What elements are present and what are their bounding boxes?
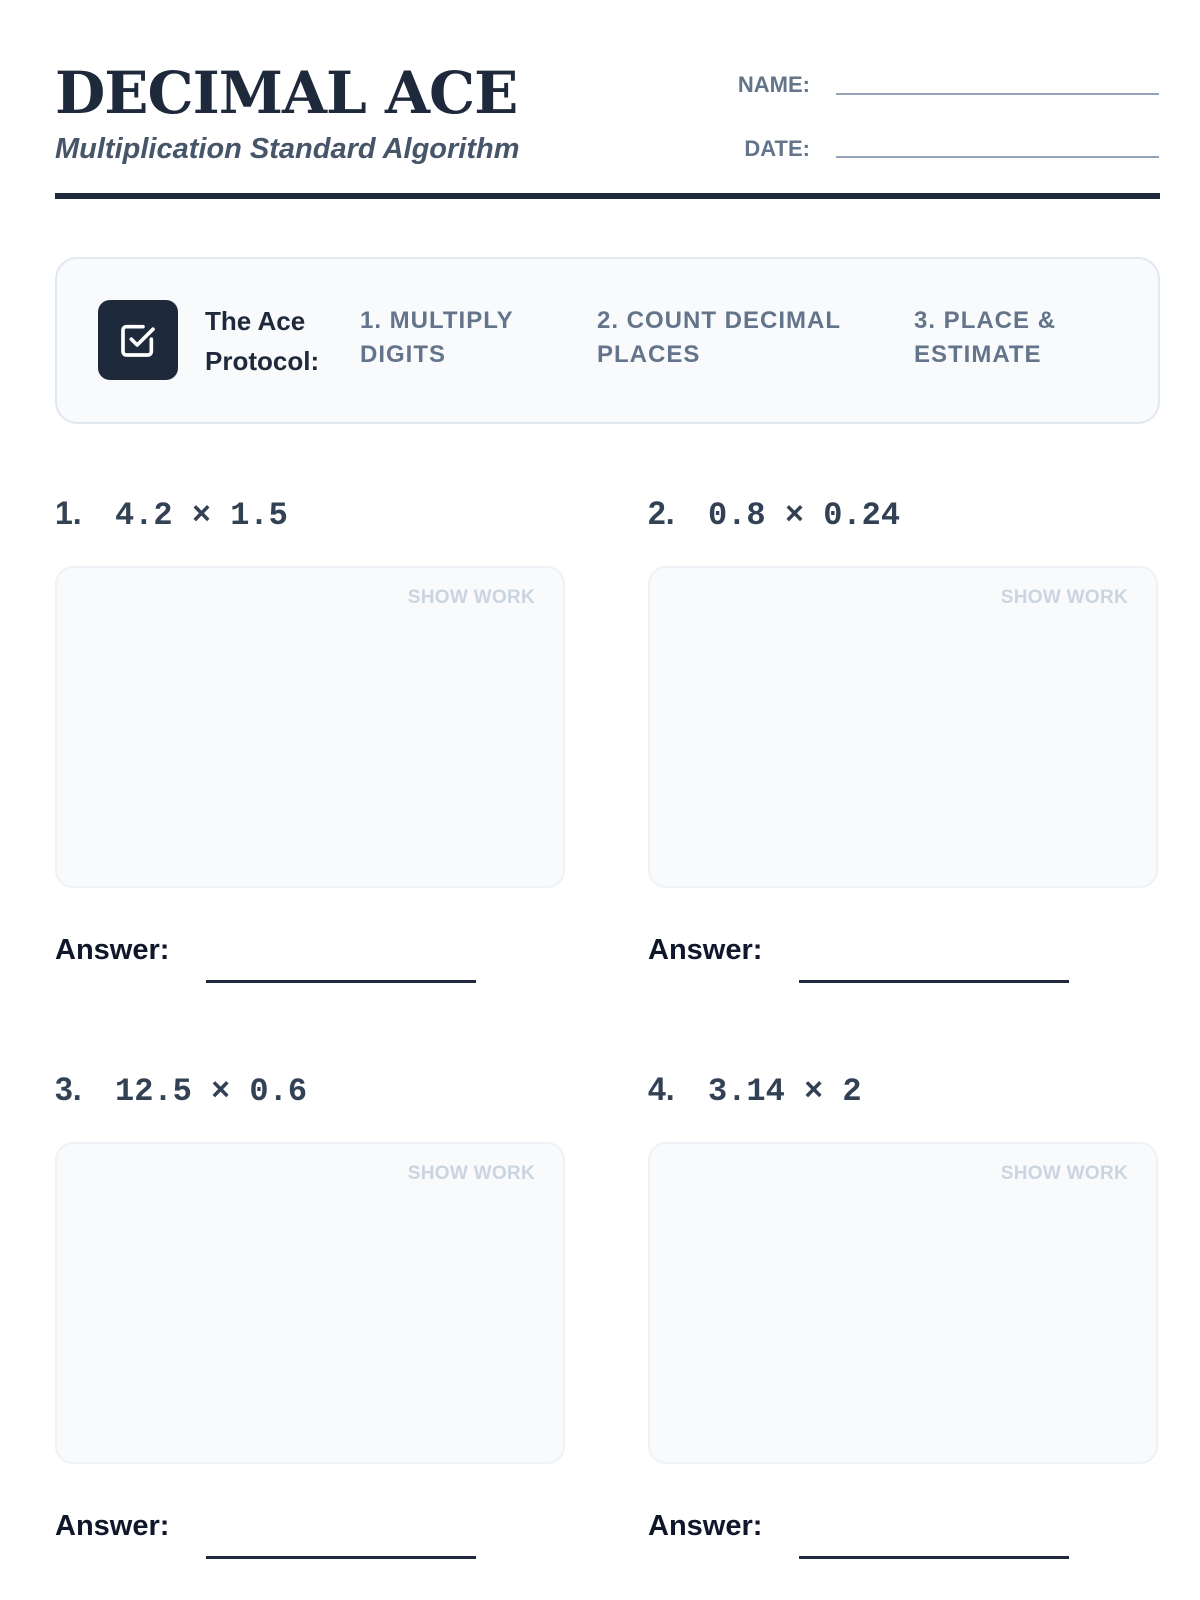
protocol-step-place-estimate: 3. PLACE & ESTIMATE bbox=[914, 307, 1057, 368]
page-title: DECIMAL ACE bbox=[55, 59, 518, 127]
work-area[interactable] bbox=[55, 1142, 565, 1464]
answer-field[interactable] bbox=[799, 980, 1069, 983]
problem-1 bbox=[55, 490, 565, 1010]
answer-field[interactable] bbox=[799, 1556, 1069, 1559]
header-divider bbox=[55, 193, 1160, 199]
work-area[interactable] bbox=[648, 1142, 1158, 1464]
protocol-banner bbox=[55, 257, 1160, 424]
problem-4 bbox=[648, 1066, 1158, 1586]
protocol-step-multiply: 1. MULTIPLY DIGITS bbox=[360, 307, 514, 368]
problem-3 bbox=[55, 1066, 565, 1586]
name-label: NAME: bbox=[737, 72, 810, 97]
protocol-title: The Ace Protocol: bbox=[205, 306, 320, 376]
work-area[interactable] bbox=[55, 566, 565, 888]
answer-label: Answer: bbox=[648, 934, 763, 966]
problem-expression: 0.8 × 0.24 bbox=[708, 497, 901, 534]
problem-heading bbox=[648, 1066, 862, 1115]
problem-heading bbox=[55, 1066, 307, 1115]
page-subtitle: Multiplication Standard Algorithm bbox=[55, 133, 520, 165]
problem-expression: 4.2 × 1.5 bbox=[115, 497, 288, 534]
name-field[interactable] bbox=[836, 93, 1159, 95]
answer-label: Answer: bbox=[648, 1510, 763, 1542]
date-field[interactable] bbox=[836, 156, 1159, 158]
problem-number: 1. bbox=[55, 495, 82, 531]
show-work-label: SHOW WORK bbox=[407, 1163, 535, 1184]
protocol-step-count-decimals: 2. COUNT DECIMAL PLACES bbox=[597, 307, 841, 368]
problem-2 bbox=[648, 490, 1158, 1010]
answer-label: Answer: bbox=[55, 934, 170, 966]
answer-field[interactable] bbox=[206, 980, 476, 983]
show-work-label: SHOW WORK bbox=[407, 587, 535, 608]
show-work-label: SHOW WORK bbox=[1000, 1163, 1128, 1184]
problem-number: 4. bbox=[648, 1071, 675, 1107]
problem-heading bbox=[55, 490, 288, 539]
problem-number: 2. bbox=[648, 495, 675, 531]
problem-heading bbox=[648, 490, 900, 539]
checkbox-check-icon bbox=[98, 300, 178, 380]
worksheet-header bbox=[55, 55, 1160, 200]
work-area[interactable] bbox=[648, 566, 1158, 888]
date-label: DATE: bbox=[744, 136, 810, 161]
answer-field[interactable] bbox=[206, 1556, 476, 1559]
answer-label: Answer: bbox=[55, 1510, 170, 1542]
problem-expression: 3.14 × 2 bbox=[708, 1073, 862, 1110]
show-work-label: SHOW WORK bbox=[1000, 587, 1128, 608]
problem-number: 3. bbox=[55, 1071, 82, 1107]
problem-expression: 12.5 × 0.6 bbox=[115, 1073, 308, 1110]
